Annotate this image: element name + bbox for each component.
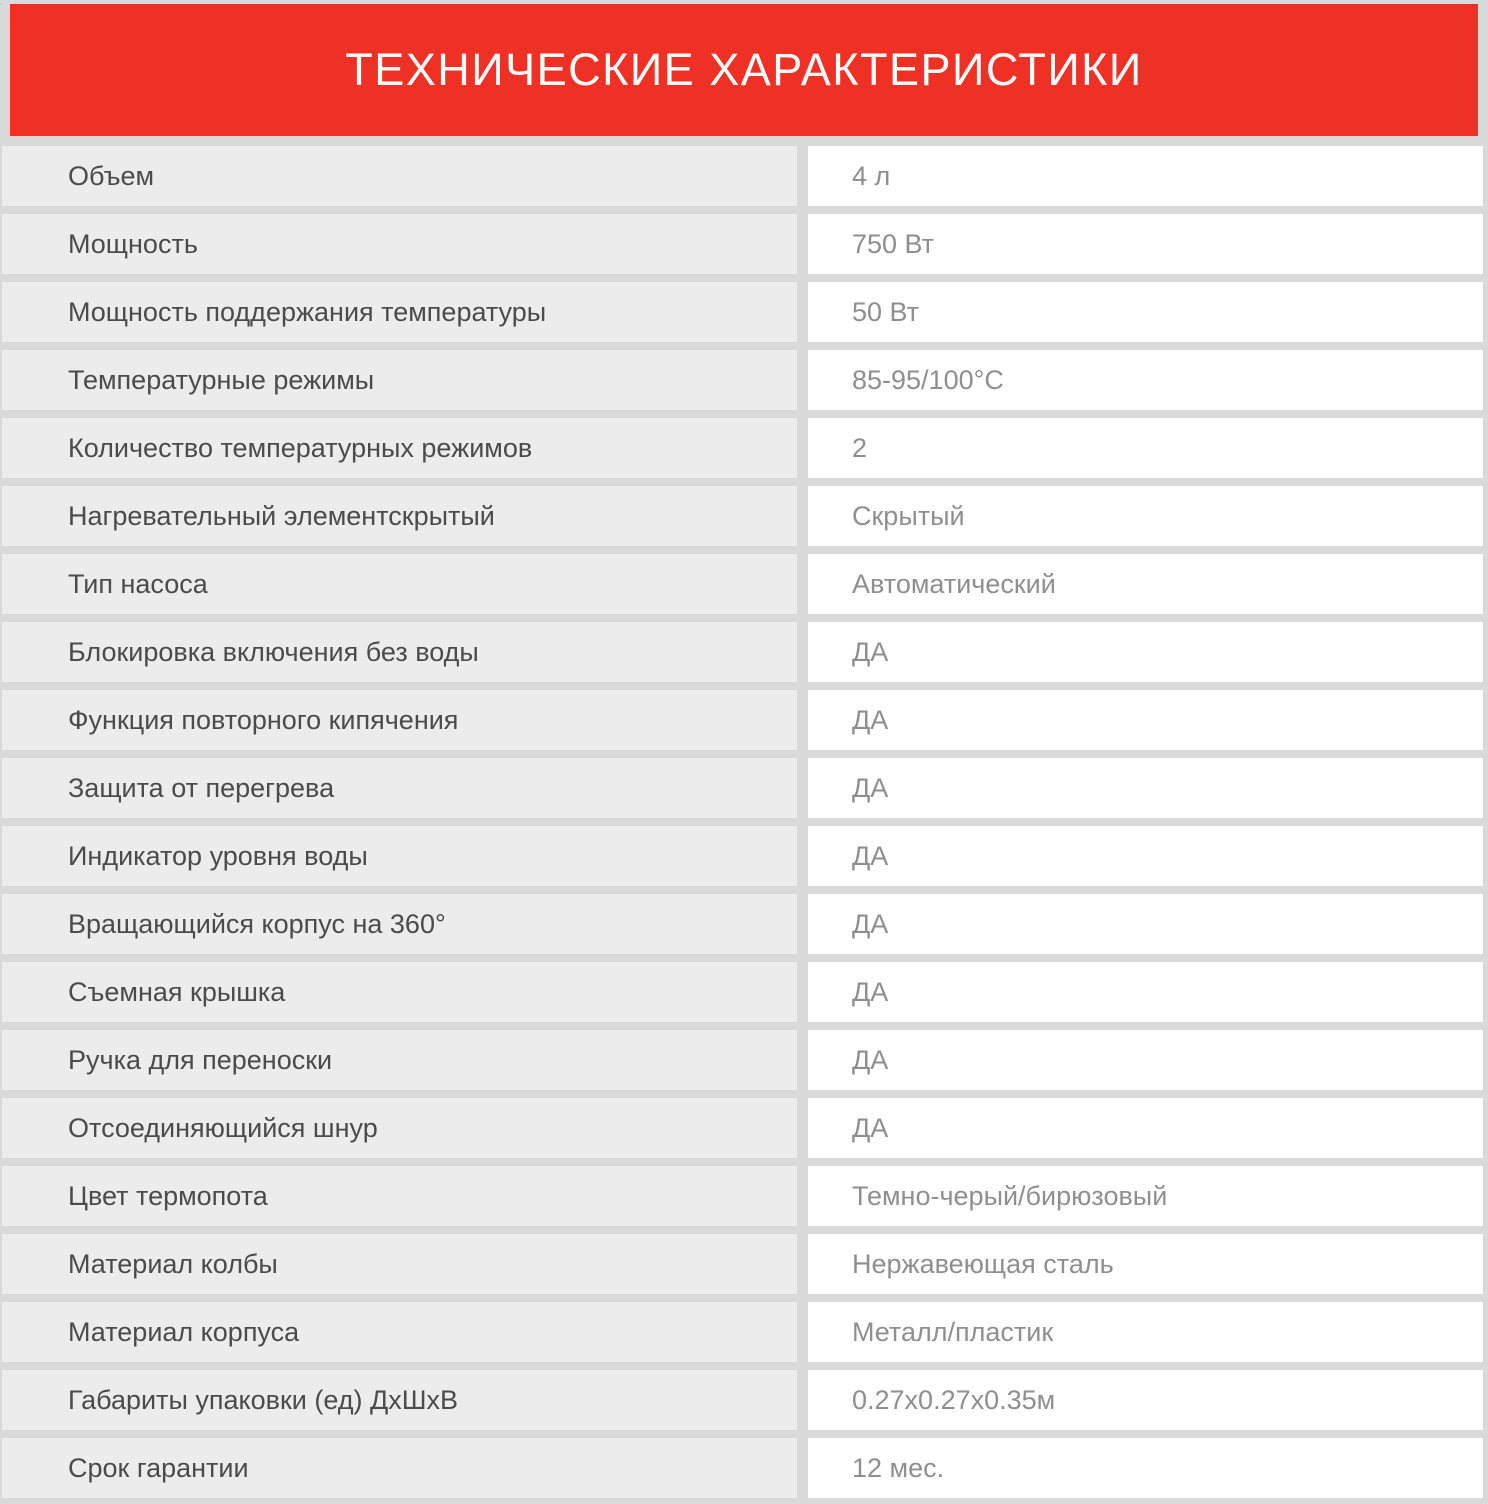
spec-label-cell	[2, 1438, 797, 1498]
spec-row	[0, 214, 1488, 274]
spec-value-cell	[808, 418, 1483, 478]
spec-label-cell	[2, 282, 797, 342]
spec-label-cell	[2, 350, 797, 410]
spec-label-cell	[2, 758, 797, 818]
spec-value: 12 мес.	[852, 1452, 945, 1483]
spec-label: Индикатор уровня воды	[68, 840, 368, 871]
spec-value: 2	[852, 432, 868, 463]
spec-label-cell	[2, 418, 797, 478]
spec-label-cell	[2, 486, 797, 546]
spec-row	[0, 1438, 1488, 1498]
specs-banner	[10, 4, 1478, 136]
spec-label: Количество температурных режимов	[68, 432, 533, 463]
spec-value-cell	[808, 1234, 1483, 1294]
spec-label: Материал колбы	[68, 1248, 278, 1279]
spec-label-cell	[2, 1166, 797, 1226]
spec-value: ДА	[852, 1044, 889, 1075]
spec-value-cell	[808, 758, 1483, 818]
spec-value: 0.27х0.27х0.35м	[852, 1384, 1056, 1415]
spec-label-cell	[2, 146, 797, 206]
spec-value-cell	[808, 1370, 1483, 1430]
spec-label: Функция повторного кипячения	[68, 704, 459, 735]
spec-row	[0, 418, 1488, 478]
spec-label: Материал корпуса	[68, 1316, 300, 1347]
spec-label: Цвет термопота	[68, 1180, 268, 1211]
spec-value: ДА	[852, 636, 889, 667]
spec-value: Скрытый	[852, 500, 965, 531]
spec-value: ДА	[852, 772, 889, 803]
spec-label-cell	[2, 962, 797, 1022]
spec-label-cell	[2, 622, 797, 682]
spec-label: Съемная крышка	[68, 976, 286, 1007]
spec-label: Мощность поддержания температуры	[68, 296, 547, 327]
spec-value-cell	[808, 1030, 1483, 1090]
spec-value: Темно-черый/бирюзовый	[852, 1180, 1168, 1211]
spec-row	[0, 350, 1488, 410]
spec-row	[0, 146, 1488, 206]
spec-label-cell	[2, 1370, 797, 1430]
spec-value: ДА	[852, 840, 889, 871]
spec-row	[0, 690, 1488, 750]
spec-label: Ручка для переноски	[68, 1044, 333, 1075]
spec-label-cell	[2, 214, 797, 274]
spec-value-cell	[808, 962, 1483, 1022]
spec-value-cell	[808, 214, 1483, 274]
spec-label: Вращающийся корпус на 360°	[68, 908, 446, 939]
spec-value: 750 Вт	[852, 228, 935, 259]
spec-row	[0, 962, 1488, 1022]
spec-value: Автоматический	[852, 568, 1056, 599]
page-title: ТЕХНИЧЕСКИЕ ХАРАКТЕРИСТИКИ	[345, 44, 1143, 95]
spec-label: Срок гарантии	[68, 1452, 249, 1483]
spec-row	[0, 554, 1488, 614]
spec-value: Нержавеющая сталь	[852, 1248, 1114, 1279]
spec-row	[0, 1030, 1488, 1090]
spec-value-cell	[808, 690, 1483, 750]
spec-label-cell	[2, 1098, 797, 1158]
spec-table	[0, 146, 1488, 1498]
spec-value-cell	[808, 554, 1483, 614]
spec-value-cell	[808, 1166, 1483, 1226]
spec-value-cell	[808, 894, 1483, 954]
spec-value: 50 Вт	[852, 296, 920, 327]
spec-label: Блокировка включения без воды	[68, 636, 479, 667]
spec-label-cell	[2, 1302, 797, 1362]
spec-row	[0, 622, 1488, 682]
spec-label-cell	[2, 554, 797, 614]
spec-row	[0, 1302, 1488, 1362]
spec-value-cell	[808, 1098, 1483, 1158]
spec-value: ДА	[852, 704, 889, 735]
spec-value-cell	[808, 486, 1483, 546]
spec-row	[0, 1234, 1488, 1294]
spec-value: ДА	[852, 908, 889, 939]
spec-row	[0, 758, 1488, 818]
spec-value-cell	[808, 1302, 1483, 1362]
spec-row	[0, 1166, 1488, 1226]
spec-row	[0, 282, 1488, 342]
spec-row	[0, 486, 1488, 546]
spec-label-cell	[2, 1234, 797, 1294]
spec-label: Мощность	[68, 228, 198, 259]
spec-value: Металл/пластик	[852, 1316, 1054, 1347]
spec-value: 4 л	[852, 160, 891, 191]
spec-value: ДА	[852, 1112, 889, 1143]
spec-label: Нагревательный элементскрытый	[68, 500, 495, 531]
spec-row	[0, 826, 1488, 886]
spec-value-cell	[808, 282, 1483, 342]
spec-row	[0, 894, 1488, 954]
spec-value-cell	[808, 146, 1483, 206]
spec-label-cell	[2, 826, 797, 886]
spec-label: Отсоединяющийся шнур	[68, 1112, 378, 1143]
spec-label: Температурные режимы	[68, 364, 375, 395]
spec-row	[0, 1098, 1488, 1158]
spec-value-cell	[808, 826, 1483, 886]
spec-label: Габариты упаковки (ед) ДхШхВ	[68, 1384, 459, 1415]
spec-label-cell	[2, 1030, 797, 1090]
spec-value: ДА	[852, 976, 889, 1007]
spec-value-cell	[808, 622, 1483, 682]
spec-value-cell	[808, 1438, 1483, 1498]
spec-label: Тип насоса	[68, 568, 208, 599]
spec-label: Объем	[68, 160, 155, 191]
spec-value-cell	[808, 350, 1483, 410]
spec-value: 85-95/100°C	[852, 364, 1004, 395]
spec-label: Защита от перегрева	[68, 772, 335, 803]
spec-label-cell	[2, 690, 797, 750]
spec-row	[0, 1370, 1488, 1430]
spec-label-cell	[2, 894, 797, 954]
